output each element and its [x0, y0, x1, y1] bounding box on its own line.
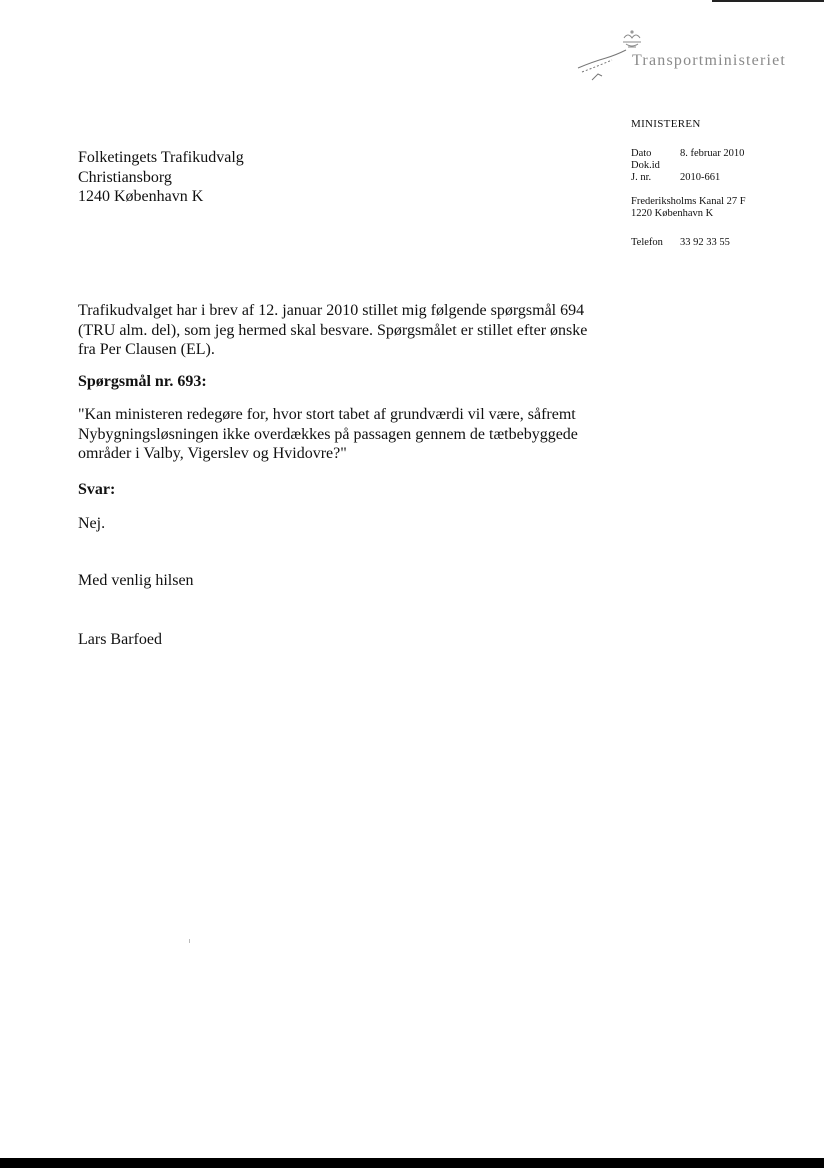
intro-line: Trafikudvalget har i brev af 12. januar 2010 stillet mig følgende spørgsmål 694 [78, 302, 585, 319]
recipient-line: 1240 København K [78, 188, 204, 205]
intro-paragraph [78, 301, 638, 360]
scan-edge-bottom [0, 1158, 824, 1168]
department-label: MINISTEREN [631, 118, 701, 130]
signature-name: Lars Barfoed [78, 631, 162, 648]
answer-heading: Svar: [78, 481, 116, 498]
intro-line: (TRU alm. del), som jeg hermed skal besvare. Spørgsmålet er stillet efter ønske [78, 321, 588, 339]
meta-telefon [631, 237, 730, 249]
meta-address-line2: 1220 København K [631, 208, 714, 219]
answer-text: Nej. [78, 515, 106, 532]
dokid-label: Dok.id [631, 160, 660, 171]
question-heading: Spørgsmål nr. 693: [78, 373, 207, 390]
intro-line: fra Per Clausen (EL). [78, 341, 215, 358]
question-paragraph [78, 405, 638, 464]
meta-jnr [631, 172, 720, 184]
telefon-label: Telefon [631, 237, 663, 248]
telefon-value: 33 92 33 55 [680, 237, 730, 248]
jnr-label: J. nr. [631, 172, 652, 183]
scan-edge-top [712, 0, 824, 2]
question-line: "Kan ministeren redegøre for, hvor stort tabet af grundværdi vil være, såfremt [78, 406, 576, 423]
recipient-address [78, 148, 244, 207]
ministry-name: Transportministeriet [632, 52, 787, 69]
meta-dato [631, 148, 744, 160]
question-line: Nybygningsløsningen ikke overdækkes på passagen gennem de tætbebyggede [78, 425, 578, 443]
closing-text: Med venlig hilsen [78, 572, 194, 589]
dato-label: Dato [631, 148, 652, 159]
ministry-logo [576, 24, 796, 88]
question-line: områder i Valby, Vigerslev og Hvidovre?" [78, 445, 347, 462]
recipient-line: Folketingets Trafikudvalg [78, 149, 244, 166]
recipient-line: Christiansborg [78, 168, 172, 186]
scan-speck [189, 939, 190, 943]
meta-dokid [631, 160, 680, 172]
dato-value: 8. februar 2010 [680, 148, 745, 159]
jnr-value: 2010-661 [680, 172, 721, 183]
meta-address-line1: Frederiksholms Kanal 27 F [631, 196, 746, 207]
